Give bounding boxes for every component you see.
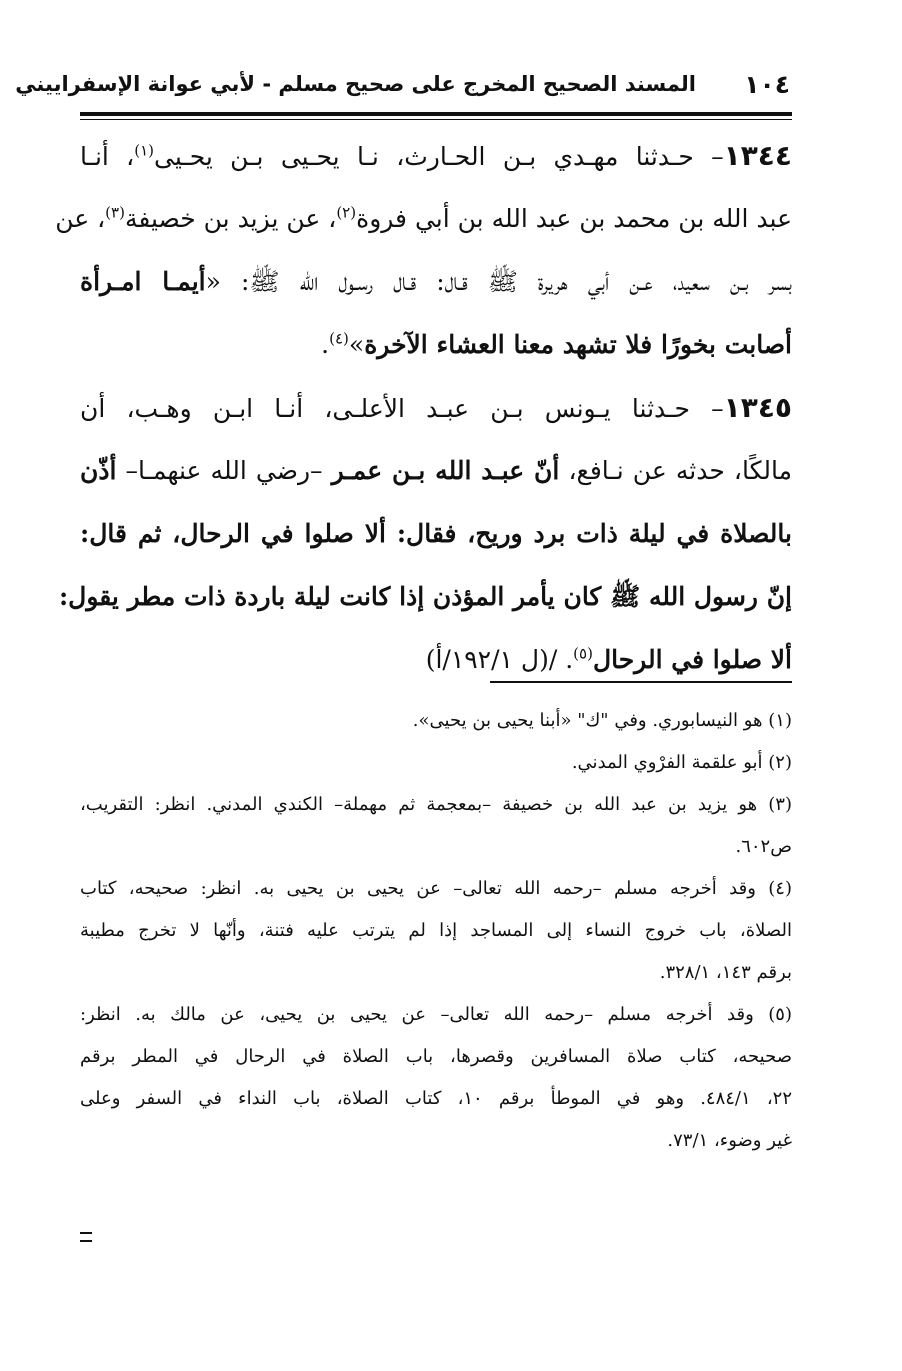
footnote-ref: (٢) bbox=[336, 203, 357, 222]
text-run: ، عن bbox=[55, 204, 106, 233]
text-run: ، أنـا bbox=[80, 142, 135, 171]
hadith-text: ألا صلوا في الرحال bbox=[592, 645, 792, 674]
prophetic-text: أيمـا امـرأة bbox=[80, 267, 206, 296]
footnote-2 bbox=[80, 742, 792, 784]
hadith-1345-line-1 bbox=[80, 376, 792, 439]
manuscript-ref: . /(ل ١٩٢/١/أ) bbox=[425, 645, 574, 674]
hadith-1344-line-4 bbox=[80, 313, 792, 376]
running-title: المسند الصحيح المخرج على صحيح مسلم - لأبي عوانة الإسفراييني bbox=[15, 72, 696, 96]
text-run: . bbox=[321, 330, 330, 359]
hadith-1344-line-3 bbox=[80, 250, 792, 313]
footnote-line: (٥) وقد أخرجه مسلم –رحمه الله تعالى– عن يحيى بن يحيى، عن مالك به. انظر: bbox=[80, 1004, 792, 1025]
footnote-line: ٢٢، ٤٨٤/١. وهو في الموطأ برقم ١٠، كتاب الصلاة، باب النداء في السفر وعلى bbox=[80, 1088, 792, 1109]
hadith-number: ١٣٤٤ bbox=[723, 139, 792, 172]
end-of-page-mark bbox=[80, 1232, 92, 1242]
text-run: – حـدثنا مهـدي بـن الحـارث، نـا يحـيى بـن يحـيى bbox=[154, 142, 724, 171]
text-run: » bbox=[348, 330, 365, 359]
footnote-line: (١) هو النيسابوري. وفي "ك" «أبنا يحيى بن يحيى». bbox=[412, 710, 792, 731]
footnote-line: ص٦٠٢. bbox=[735, 836, 792, 857]
footnote-ref: (٤) bbox=[329, 329, 349, 348]
footnote-ref: (٥) bbox=[573, 644, 593, 663]
hadith-1345-line-2 bbox=[80, 439, 792, 502]
footnote-line: (٤) وقد أخرجه مسلم –رحمه الله تعالى– عن يحيى بن يحيى به. انظر: صحيحه، كتاب bbox=[80, 878, 792, 899]
text-run: – حـدثنا يـونس بـن عبـد الأعلـى، أنـا ابـن وهـب، أن bbox=[80, 394, 724, 423]
footnote-line: الصلاة، باب خروج النساء إلى المساجد إذا لم يترتب عليه فتنة، وأنّها لا تخرج مطيبة bbox=[80, 920, 792, 941]
page-number: ١٠٤ bbox=[744, 70, 790, 99]
hadith-1344 bbox=[55, 124, 792, 376]
header-rule-thick bbox=[80, 112, 792, 116]
text-run: –رضي الله عنهمـا– bbox=[116, 456, 332, 485]
hadith-1344-line-1 bbox=[80, 124, 792, 187]
footnote-line: برقم ١٤٣، ٣٢٨/١. bbox=[659, 962, 792, 983]
footnote-3 bbox=[80, 784, 792, 868]
text-run: بسر بـن سعيد، عـن أبي هريرة ﷺ قـال: قـال رسـول الله ﷺ: « bbox=[205, 267, 792, 296]
footnote-ref: (١) bbox=[134, 141, 155, 160]
footnote-1 bbox=[80, 700, 792, 742]
footnote-line: (٢) أبو علقمة الفرْوي المدني. bbox=[571, 752, 792, 773]
header-rule-thin bbox=[80, 119, 792, 120]
text-run: ، عن يزيد بن خصيفة bbox=[124, 204, 337, 233]
main-text bbox=[55, 124, 793, 691]
footnote-5 bbox=[80, 994, 792, 1162]
footnotes bbox=[80, 700, 792, 1162]
footnote-line: غير وضوء، ٧٣/١. bbox=[667, 1130, 792, 1151]
hadith-1345-line-4: إنّ رسول الله ﷺ كان يأمر المؤذن إذا كانت ليلة باردة ذات مطر يقول: bbox=[58, 582, 792, 611]
footnote-line: (٣) هو يزيد بن عبد الله بن خصيفة –بمعجمة ثم مهملة– الكندي المدني. انظر: التقريب، bbox=[80, 794, 792, 815]
hadith-text: أذّن bbox=[80, 456, 117, 485]
footnote-ref: (٣) bbox=[105, 203, 125, 222]
running-header bbox=[15, 66, 790, 110]
footnote-line: صحيحه، كتاب صلاة المسافرين وقصرها، باب الصلاة في الرحال في المطر برقم bbox=[80, 1046, 792, 1067]
hadith-number: ١٣٤٥ bbox=[723, 391, 792, 424]
footnote-4 bbox=[80, 868, 792, 994]
text-run: مالكًا، حدثه عن نـافع، bbox=[559, 456, 793, 485]
prophetic-text: أصابت بخورًا فلا تشهد معنا العشاء الآخرة bbox=[364, 330, 792, 359]
narrator-name: أنّ عبـد الله بـن عمـر bbox=[331, 456, 560, 485]
hadith-1345-line-3: بالصلاة في ليلة ذات برد وريح، فقال: ألا صلوا في الرحال، ثم قال: bbox=[80, 519, 792, 548]
hadith-1345 bbox=[58, 376, 793, 691]
footnote-separator bbox=[490, 681, 792, 683]
hadith-1344-line-2 bbox=[55, 187, 792, 250]
text-run: عبد الله بن محمد بن عبد الله بن أبي فروة bbox=[356, 204, 792, 233]
